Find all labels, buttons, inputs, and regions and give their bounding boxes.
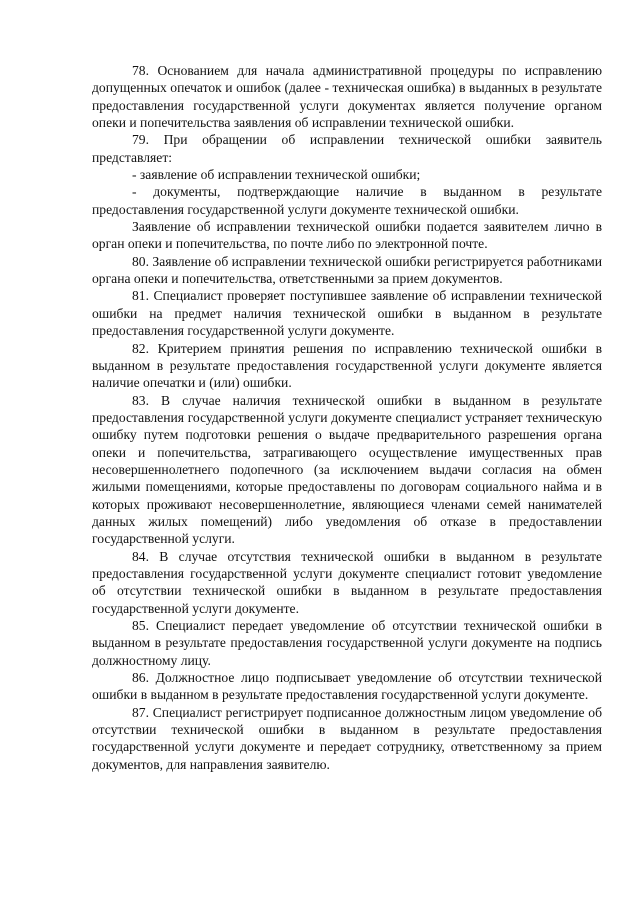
paragraph-81: 81. Специалист проверяет поступившее заявление об исправлении технической ошибки на предмет наличия технической ошибки в выданном в результате предоставления государственной услуги документе. [92,288,602,339]
paragraph-79: 79. При обращении об исправлении технической ошибки заявитель представляет: [92,132,602,165]
paragraph-78: 78. Основанием для начала административной процедуры по исправлению допущенных опечаток и ошибок (далее - техническая ошибка) в выданных в результате предоставления государственной услуги документах является получение органом опеки и попечительства заявления об исправлении технической ошибки. [92,63,602,131]
paragraph-submission: Заявление об исправлении технической ошибки подается заявителем лично в орган опеки и попечительства, по почте либо по электронной почте. [92,219,602,252]
list-item-application: - заявление об исправлении технической ошибки; [132,167,421,183]
document-page [92,62,602,773]
list-item-documents: - документы, подтверждающие наличие в выданном в результате предоставления государственной услуги документе технической ошибки. [92,184,602,217]
paragraph-86: 86. Должностное лицо подписывает уведомление об отсутствии технической ошибки в выданном в результате предоставления государственной услуги документе. [92,670,602,703]
paragraph-85: 85. Специалист передает уведомление об отсутствии технической ошибки в выданном в результате предоставления государственной услуги документе на подпись должностному лицу. [92,618,602,668]
paragraph-82: 82. Критерием принятия решения по исправлению технической ошибки в выданном в результате предоставления государственной услуги документе является наличие опечатки и (или) ошибки. [92,340,602,391]
paragraph-84: 84. В случае отсутствия технической ошибки в выданном в результате предоставления государственной услуги документе специалист готовит уведомление об отсутствии технической ошибки в выданном в результате предоставления государственной услуги документе. [92,548,602,616]
paragraph-80: 80. Заявление об исправлении технической ошибки регистрируется работниками органа опеки и попечительства, ответственными за прием документов. [92,253,602,287]
paragraph-83: 83. В случае наличия технической ошибки в выданном в результате предоставления государственной услуги документе специалист устраняет техническую ошибку путем подготовки решения о выдаче предварительного разрешения органа опеки и попечительства, затрагивающего осуществление имущественных прав несовершеннолетнего подопечного (за исключением выдачи согласия на обмен жилыми помещениями, которые предоставлены по договорам социального найма и в которых проживают несовершеннолетние, являющиеся членами семей нанимателей данных жилых помещений) либо уведомления об отказе в предоставлении государственной услуги. [92,392,602,547]
paragraph-87: 87. Специалист регистрирует подписанное должностным лицом уведомление об отсутствии технической ошибки в выданном в результате предоставления государственной услуги документе и передает сотруднику, ответственному за прием документов, для направления заявителю. [92,704,602,772]
